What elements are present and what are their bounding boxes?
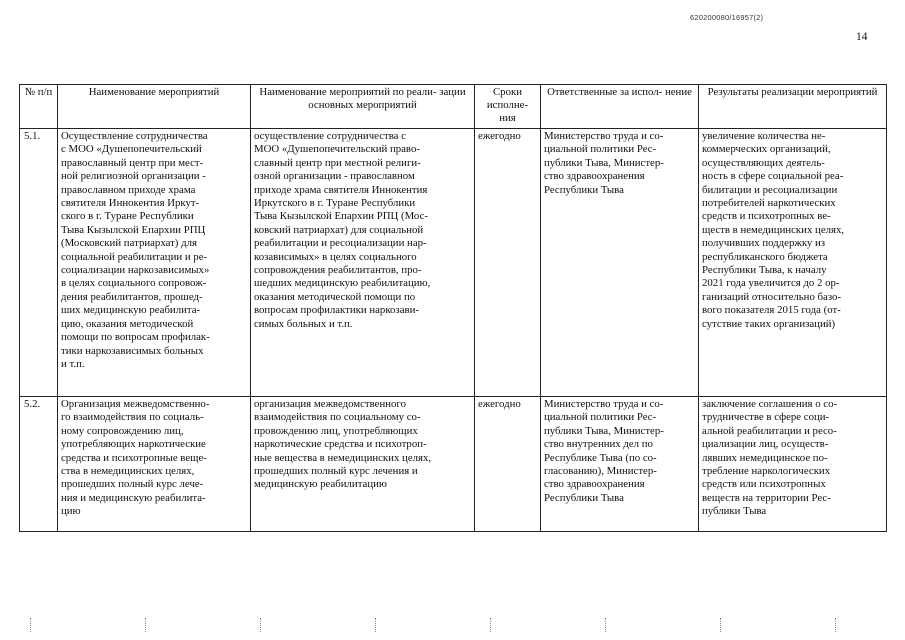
header-responsible: Ответственные за испол- нение xyxy=(541,85,699,129)
implementation-cell: организация межведомственного взаимодействия по социальному со- провождению лиц, употребляющих наркотические средства и психотроп- ные вещества в немедицинских целях, прошедших полный курс лечения и медицинскую реабилитацию xyxy=(251,397,475,532)
header-results: Результаты реализации мероприятий xyxy=(699,85,887,129)
scan-mark xyxy=(490,618,492,632)
scan-edge-marks xyxy=(0,618,905,634)
page-number: 14 xyxy=(856,31,868,43)
table-row xyxy=(20,129,887,397)
table-row xyxy=(20,397,887,532)
deadline-cell: ежегодно xyxy=(475,397,541,532)
row-number: 5.2. xyxy=(20,397,58,532)
results-cell: увеличение количества не- коммерческих организаций, осуществляющих деятель- ность в сфере социальной реа- билитации и ресоциализации потребителей наркотических средств и психотропных ве- ществ в немедицинских целях, получивших поддержку из республиканского бюджета Республики Тыва, к началу 2021 года увеличится до 2 ор- ганизаций относительно базо- вого показателя 2015 года (от- сутствие таких организаций) xyxy=(699,129,887,397)
responsible-cell: Министерство труда и со- циальной политики Рес- публики Тыва, Министер- ство здравоохранения Республики Тыва xyxy=(541,129,699,397)
results-cell: заключение соглашения о со- трудничестве в сфере соци- альной реабилитации и ресо- циализации лиц, осуществ- лявших немедицинское по- требление наркологических средств или психотропных веществ на территории Рес- публики Тыва xyxy=(699,397,887,532)
deadline-cell: ежегодно xyxy=(475,129,541,397)
event-cell: Осуществление сотрудничества с МОО «Душепопечительский православный центр при мест- ной религиозной организации - православном приходе храма святителя Иннокентия Иркут- ского в г. Туране Республики Тыва Кызылской Епархии РПЦ (Московский патриархат) для социальной реабилитации и ре- социализации наркозависимых» в целях социального сопровож- дения реабилитантов, прошед- ших медицинскую реабилита- цию, оказания методической помощи по вопросам профилак- тики наркозависимых больных и т.п. xyxy=(58,129,251,397)
header-event-name: Наименование мероприятий xyxy=(58,85,251,129)
scan-mark xyxy=(720,618,722,632)
scan-mark xyxy=(145,618,147,632)
event-cell: Организация межведомственно- го взаимодействия по социаль- ному сопровождению лиц, употребляющих наркотические средства и психотропные веще- ства в немедицинских целях, прошедших полный курс лече- ния и медицинскую реабилита- цию xyxy=(58,397,251,532)
header-implementation: Наименование мероприятий по реали- зации основных мероприятий xyxy=(251,85,475,129)
implementation-cell: осуществление сотрудничества с МОО «Душепопечительский право- славный центр при местной религи- озной организации - православном приходе храма святителя Иннокентия Иркутского в г. Туране Республики Тыва Кызылской Епархии РПЦ (Мос- ковский патриархат) для социальной реабилитации и ресоциализации нар- козависимых» в целях социального сопровождения реабилитантов, про- шедших медицинскую реабилитацию, оказания методической помощи по вопросам профилактики наркозави- симых больных и т.п. xyxy=(251,129,475,397)
responsible-cell: Министерство труда и со- циальной политики Рес- публики Тыва, Министер- ство внутренних дел по Республике Тыва (по со- гласованию), Министер- ство здравоохранения Республики Тыва xyxy=(541,397,699,532)
scan-mark xyxy=(30,618,32,632)
document-id: 620200080/16957(2) xyxy=(690,13,764,22)
header-number: № п/п xyxy=(20,85,58,129)
measures-table xyxy=(19,84,887,532)
row-number: 5.1. xyxy=(20,129,58,397)
scan-mark xyxy=(605,618,607,632)
scan-mark xyxy=(835,618,837,632)
scan-mark xyxy=(260,618,262,632)
scan-mark xyxy=(375,618,377,632)
header-deadline: Сроки исполне- ния xyxy=(475,85,541,129)
table-header-row xyxy=(20,85,887,129)
